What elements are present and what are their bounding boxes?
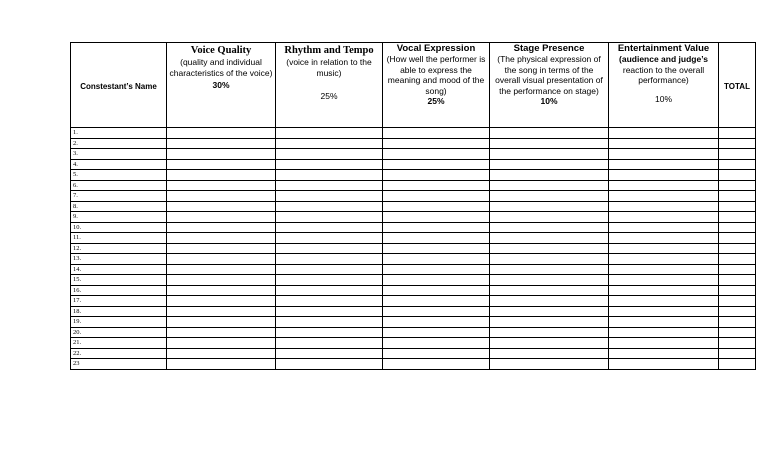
- total-cell[interactable]: [719, 264, 756, 275]
- row-number-cell: 12.: [71, 243, 167, 254]
- rhythm-tempo-cell[interactable]: [276, 138, 383, 149]
- stage-presence-cell[interactable]: [490, 296, 609, 307]
- entertainment-value-cell[interactable]: [609, 222, 719, 233]
- voice-quality-cell[interactable]: [167, 275, 276, 286]
- total-cell[interactable]: [719, 243, 756, 254]
- entertainment-value-cell[interactable]: [609, 180, 719, 191]
- table-row: [71, 243, 756, 254]
- vocal-expression-cell[interactable]: [383, 149, 490, 160]
- vocal-expression-pct: 25%: [427, 96, 445, 106]
- table-row: [71, 149, 756, 160]
- entertainment-value-cell[interactable]: [609, 275, 719, 286]
- stage-presence-cell[interactable]: [490, 348, 609, 359]
- entertainment-value-cell[interactable]: [609, 306, 719, 317]
- voice-quality-header: [167, 43, 276, 128]
- entertainment-value-cell[interactable]: [609, 348, 719, 359]
- rhythm-tempo-title: Rhythm and Tempo: [284, 45, 374, 56]
- stage-presence-cell[interactable]: [490, 149, 609, 160]
- table-row: [71, 285, 756, 296]
- voice-quality-cell[interactable]: [167, 201, 276, 212]
- stage-presence-header: [490, 43, 609, 128]
- entertainment-value-cell[interactable]: [609, 149, 719, 160]
- voice-quality-cell[interactable]: [167, 317, 276, 328]
- table-row: [71, 201, 756, 212]
- table-row: [71, 138, 756, 149]
- vocal-expression-cell[interactable]: [383, 180, 490, 191]
- row-number-cell: 22.: [71, 348, 167, 359]
- vocal-expression-desc: (How well the performer is able to express the meaning and mood of the song): [386, 54, 486, 96]
- table-row: [71, 296, 756, 307]
- table-row: [71, 254, 756, 265]
- voice-quality-cell[interactable]: [167, 243, 276, 254]
- stage-presence-cell[interactable]: [490, 275, 609, 286]
- vocal-expression-cell[interactable]: [383, 338, 490, 349]
- voice-quality-cell[interactable]: [167, 170, 276, 181]
- entertainment-value-cell[interactable]: [609, 317, 719, 328]
- total-cell[interactable]: [719, 317, 756, 328]
- voice-quality-cell[interactable]: [167, 128, 276, 139]
- stage-presence-cell[interactable]: [490, 306, 609, 317]
- vocal-expression-cell[interactable]: [383, 159, 490, 170]
- voice-quality-cell[interactable]: [167, 359, 276, 370]
- stage-presence-cell[interactable]: [490, 191, 609, 202]
- row-number-cell: 20.: [71, 327, 167, 338]
- table-row: [71, 222, 756, 233]
- rhythm-tempo-desc: (voice in relation to the music): [286, 57, 372, 78]
- vocal-expression-cell[interactable]: [383, 212, 490, 223]
- entertainment-value-pct: 10%: [654, 93, 672, 104]
- table-row: [71, 338, 756, 349]
- rhythm-tempo-cell[interactable]: [276, 212, 383, 223]
- rhythm-tempo-cell[interactable]: [276, 264, 383, 275]
- rhythm-tempo-cell[interactable]: [276, 128, 383, 139]
- total-cell[interactable]: [719, 212, 756, 223]
- entertainment-value-cell[interactable]: [609, 285, 719, 296]
- stage-presence-cell[interactable]: [490, 243, 609, 254]
- table-row: [71, 275, 756, 286]
- stage-presence-cell[interactable]: [490, 285, 609, 296]
- stage-presence-desc: (The physical expression of the song in terms of the overall visual presentation of the performance on stage): [495, 54, 603, 96]
- entertainment-value-cell[interactable]: [609, 233, 719, 244]
- entertainment-value-cell[interactable]: [609, 254, 719, 265]
- row-number-cell: 21.: [71, 338, 167, 349]
- vocal-expression-cell[interactable]: [383, 306, 490, 317]
- rhythm-tempo-cell[interactable]: [276, 254, 383, 265]
- rhythm-tempo-pct: 25%: [320, 91, 338, 101]
- rhythm-tempo-cell[interactable]: [276, 285, 383, 296]
- table-row: [71, 317, 756, 328]
- row-number-cell: 8.: [71, 201, 167, 212]
- vocal-expression-cell[interactable]: [383, 296, 490, 307]
- scoring-table: [70, 42, 756, 370]
- row-number-cell: 2.: [71, 138, 167, 149]
- entertainment-value-desc: reaction to the overall performance): [622, 64, 705, 85]
- stage-presence-cell[interactable]: [490, 359, 609, 370]
- total-cell[interactable]: [719, 191, 756, 202]
- stage-presence-cell[interactable]: [490, 201, 609, 212]
- vocal-expression-cell[interactable]: [383, 275, 490, 286]
- table-row: [71, 170, 756, 181]
- contestant-name-header: [71, 43, 167, 128]
- vocal-expression-cell[interactable]: [383, 285, 490, 296]
- vocal-expression-cell[interactable]: [383, 317, 490, 328]
- total-cell[interactable]: [719, 306, 756, 317]
- vocal-expression-cell[interactable]: [383, 191, 490, 202]
- stage-presence-cell[interactable]: [490, 170, 609, 181]
- rhythm-tempo-cell[interactable]: [276, 296, 383, 307]
- contestant-name-label: Constestant’s Name: [80, 82, 157, 91]
- entertainment-value-cell[interactable]: [609, 327, 719, 338]
- vocal-expression-title: Vocal Expression: [396, 43, 476, 54]
- rhythm-tempo-cell[interactable]: [276, 222, 383, 233]
- stage-presence-title: Stage Presence: [513, 43, 585, 54]
- voice-quality-cell[interactable]: [167, 306, 276, 317]
- voice-quality-cell[interactable]: [167, 338, 276, 349]
- vocal-expression-cell[interactable]: [383, 327, 490, 338]
- entertainment-value-desc-bold: (audience and judge’s: [619, 54, 708, 64]
- vocal-expression-cell[interactable]: [383, 359, 490, 370]
- stage-presence-cell[interactable]: [490, 264, 609, 275]
- vocal-expression-cell[interactable]: [383, 170, 490, 181]
- row-number-cell: 18.: [71, 306, 167, 317]
- total-cell[interactable]: [719, 348, 756, 359]
- entertainment-value-header: [609, 43, 719, 128]
- row-number-cell: 19.: [71, 317, 167, 328]
- row-number-cell: 5.: [71, 170, 167, 181]
- row-number-cell: 14.: [71, 264, 167, 275]
- stage-presence-cell[interactable]: [490, 180, 609, 191]
- row-number-cell: 23: [71, 359, 167, 370]
- table-row: [71, 348, 756, 359]
- vocal-expression-cell[interactable]: [383, 348, 490, 359]
- rhythm-tempo-cell[interactable]: [276, 306, 383, 317]
- voice-quality-cell[interactable]: [167, 327, 276, 338]
- total-cell[interactable]: [719, 296, 756, 307]
- rhythm-tempo-cell[interactable]: [276, 327, 383, 338]
- total-cell[interactable]: [719, 170, 756, 181]
- row-number-cell: 11.: [71, 233, 167, 244]
- total-cell[interactable]: [719, 180, 756, 191]
- contestant-rows: [71, 128, 756, 370]
- stage-presence-cell[interactable]: [490, 222, 609, 233]
- vocal-expression-cell[interactable]: [383, 222, 490, 233]
- row-number-cell: 17.: [71, 296, 167, 307]
- table-row: [71, 233, 756, 244]
- rhythm-tempo-cell[interactable]: [276, 338, 383, 349]
- voice-quality-desc: (quality and individual characteristics of the voice): [169, 57, 273, 78]
- voice-quality-cell[interactable]: [167, 296, 276, 307]
- entertainment-value-cell[interactable]: [609, 359, 719, 370]
- header-row: [71, 43, 756, 128]
- stage-presence-cell[interactable]: [490, 338, 609, 349]
- table-row: [71, 306, 756, 317]
- vocal-expression-cell[interactable]: [383, 201, 490, 212]
- total-cell[interactable]: [719, 138, 756, 149]
- rhythm-tempo-cell[interactable]: [276, 348, 383, 359]
- table-row: [71, 180, 756, 191]
- entertainment-value-cell[interactable]: [609, 264, 719, 275]
- row-number-cell: 16.: [71, 285, 167, 296]
- voice-quality-cell[interactable]: [167, 212, 276, 223]
- row-number-cell: 3.: [71, 149, 167, 160]
- rhythm-tempo-cell[interactable]: [276, 201, 383, 212]
- voice-quality-cell[interactable]: [167, 191, 276, 202]
- voice-quality-cell[interactable]: [167, 180, 276, 191]
- table-row: [71, 128, 756, 139]
- rhythm-tempo-cell[interactable]: [276, 359, 383, 370]
- rhythm-tempo-cell[interactable]: [276, 180, 383, 191]
- voice-quality-pct: 30%: [212, 80, 230, 90]
- row-number-cell: 1.: [71, 128, 167, 139]
- row-number-cell: 10.: [71, 222, 167, 233]
- rhythm-tempo-cell[interactable]: [276, 243, 383, 254]
- entertainment-value-cell[interactable]: [609, 243, 719, 254]
- stage-presence-pct: 10%: [540, 96, 558, 106]
- voice-quality-cell[interactable]: [167, 159, 276, 170]
- entertainment-value-cell[interactable]: [609, 201, 719, 212]
- voice-quality-cell[interactable]: [167, 222, 276, 233]
- total-cell[interactable]: [719, 327, 756, 338]
- entertainment-value-cell[interactable]: [609, 212, 719, 223]
- voice-quality-cell[interactable]: [167, 285, 276, 296]
- table-row: [71, 212, 756, 223]
- vocal-expression-cell[interactable]: [383, 233, 490, 244]
- entertainment-value-cell[interactable]: [609, 159, 719, 170]
- rhythm-tempo-cell[interactable]: [276, 191, 383, 202]
- rhythm-tempo-cell[interactable]: [276, 317, 383, 328]
- total-cell[interactable]: [719, 233, 756, 244]
- stage-presence-cell[interactable]: [490, 254, 609, 265]
- total-cell[interactable]: [719, 159, 756, 170]
- total-cell[interactable]: [719, 275, 756, 286]
- rhythm-tempo-cell[interactable]: [276, 149, 383, 160]
- total-label: TOTAL: [724, 82, 750, 91]
- voice-quality-cell[interactable]: [167, 348, 276, 359]
- total-cell[interactable]: [719, 254, 756, 265]
- total-cell[interactable]: [719, 149, 756, 160]
- table-row: [71, 327, 756, 338]
- entertainment-value-cell[interactable]: [609, 170, 719, 181]
- voice-quality-title: Voice Quality: [190, 45, 252, 56]
- rhythm-tempo-cell[interactable]: [276, 275, 383, 286]
- row-number-cell: 6.: [71, 180, 167, 191]
- vocal-expression-cell[interactable]: [383, 254, 490, 265]
- voice-quality-cell[interactable]: [167, 264, 276, 275]
- row-number-cell: 4.: [71, 159, 167, 170]
- voice-quality-cell[interactable]: [167, 233, 276, 244]
- rhythm-tempo-cell[interactable]: [276, 233, 383, 244]
- vocal-expression-cell[interactable]: [383, 138, 490, 149]
- vocal-expression-cell[interactable]: [383, 243, 490, 254]
- table-row: [71, 264, 756, 275]
- rhythm-tempo-cell[interactable]: [276, 170, 383, 181]
- table-row: [71, 159, 756, 170]
- vocal-expression-cell[interactable]: [383, 128, 490, 139]
- row-number-cell: 9.: [71, 212, 167, 223]
- entertainment-value-cell[interactable]: [609, 138, 719, 149]
- stage-presence-cell[interactable]: [490, 317, 609, 328]
- rhythm-tempo-header: [276, 43, 383, 128]
- row-number-cell: 13.: [71, 254, 167, 265]
- voice-quality-cell[interactable]: [167, 138, 276, 149]
- table-row: [71, 359, 756, 370]
- voice-quality-cell[interactable]: [167, 254, 276, 265]
- total-cell[interactable]: [719, 128, 756, 139]
- entertainment-value-title: Entertainment Value: [617, 43, 710, 54]
- entertainment-value-cell[interactable]: [609, 296, 719, 307]
- entertainment-value-cell[interactable]: [609, 338, 719, 349]
- total-cell[interactable]: [719, 338, 756, 349]
- vocal-expression-cell[interactable]: [383, 264, 490, 275]
- stage-presence-cell[interactable]: [490, 233, 609, 244]
- total-cell[interactable]: [719, 285, 756, 296]
- row-number-cell: 7.: [71, 191, 167, 202]
- total-cell[interactable]: [719, 222, 756, 233]
- table-row: [71, 191, 756, 202]
- stage-presence-cell[interactable]: [490, 159, 609, 170]
- stage-presence-cell[interactable]: [490, 128, 609, 139]
- voice-quality-cell[interactable]: [167, 149, 276, 160]
- total-cell[interactable]: [719, 201, 756, 212]
- total-cell[interactable]: [719, 359, 756, 370]
- rhythm-tempo-cell[interactable]: [276, 159, 383, 170]
- total-header: [719, 43, 756, 128]
- row-number-cell: 15.: [71, 275, 167, 286]
- entertainment-value-cell[interactable]: [609, 191, 719, 202]
- vocal-expression-header: [383, 43, 490, 128]
- stage-presence-cell[interactable]: [490, 138, 609, 149]
- stage-presence-cell[interactable]: [490, 327, 609, 338]
- entertainment-value-cell[interactable]: [609, 128, 719, 139]
- stage-presence-cell[interactable]: [490, 212, 609, 223]
